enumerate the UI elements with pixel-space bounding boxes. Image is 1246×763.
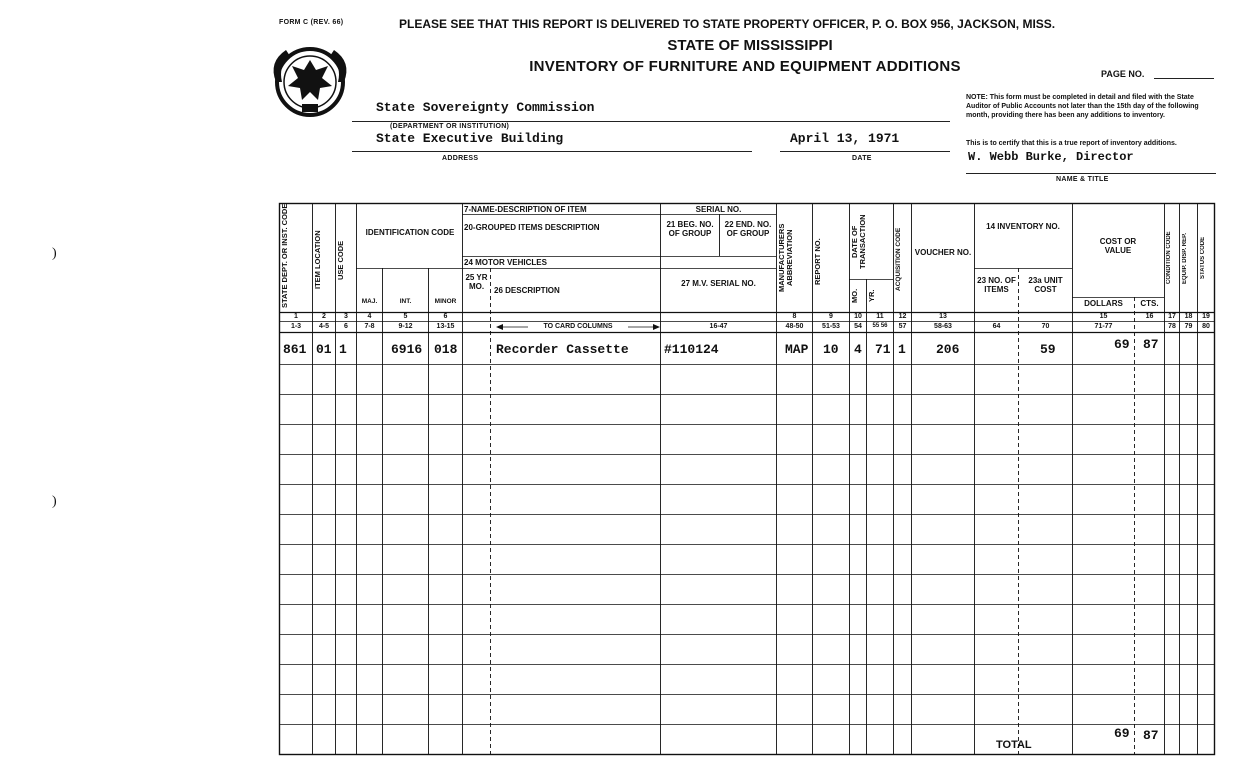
col-voucher-no: VOUCHER NO. [914,248,972,257]
card-column: 78 [1168,323,1176,330]
col-unit-cost: 23a UNIT COST [1028,276,1063,294]
form-id: FORM C (REV. 66) [279,19,344,26]
cell-minor: 018 [434,342,458,357]
cell-serial: #110124 [664,342,719,357]
col-acquisition-code: ACQUISITION CODE [895,227,902,291]
col-motor-vehicles: 24 MOTOR VEHICLES [464,258,547,267]
col-use-code: USE CODE [336,240,345,280]
card-column: 13-15 [436,323,455,330]
column-number: 5 [403,313,408,320]
col-manufacturers: MANUFACTURERS ABBREVIATION [777,223,794,293]
col-equip-disp-rep: EQUIP. DISP. REP. [1182,232,1188,284]
col-maj: MAJ. [361,298,378,305]
cell-description: Recorder Cassette [496,342,629,357]
card-column: 55 56 [872,323,888,329]
col-serial-no: SERIAL NO. [695,205,742,214]
col-status-code: STATUS CODE [1200,236,1206,280]
column-number: 6 [443,313,448,320]
col-yr-mo: 25 YR MO. [465,273,488,291]
cell-state-dept: 861 [283,342,307,357]
col-cts: CTS. [1140,299,1159,308]
column-number: 3 [344,313,348,320]
cell-yr: 71 [875,342,891,357]
card-column: 1-3 [290,323,302,330]
card-column: 54 [854,323,862,330]
date-value: April 13, 1971 [790,131,900,146]
col-cost-or-value: COST OR VALUE [1099,237,1137,255]
department-value: State Sovereignty Commission [376,100,595,115]
col-no-of-items: 23 NO. OF ITEMS [977,276,1016,294]
certify-text: This is to certify that this is a true report of inventory additions. [966,140,1177,147]
note-text: NOTE: This form must be completed in detail and filed with the State Auditor of Public Accounts not later than the 15th day of the following month, providing there has been any additions to inventory. [966,94,1199,119]
card-column: 79 [1184,323,1193,330]
card-column: 70 [1041,323,1050,330]
cell-acquisition: 1 [898,342,906,357]
cell-voucher: 206 [936,342,960,357]
cell-int: 6916 [391,342,423,357]
address-label: ADDRESS [442,155,479,162]
col-report-no: REPORT NO. [813,238,822,286]
cell-mo: 4 [854,342,862,357]
column-number: 11 [876,313,884,320]
card-column: 71-77 [1094,323,1113,330]
col-item-location: ITEM LOCATION [313,230,322,290]
card-column: 4-5 [318,323,330,330]
form-title-state: STATE OF MISSISSIPPI [667,37,833,54]
cell-use-code: 1 [339,342,347,357]
column-number: 16 [1145,313,1154,320]
col-condition-code: CONDITION CODE [1166,231,1172,285]
signer-label: NAME & TITLE [1056,176,1109,183]
column-number: 12 [898,313,907,320]
cell-dollars: 69 [1114,337,1130,352]
col-beg-no: 21 BEG. NO. OF GROUP [666,220,714,238]
card-column: 16-47 [709,323,728,330]
col-int: INT. [399,298,412,305]
instruction-text: PLEASE SEE THAT THIS REPORT IS DELIVERED TO STATE PROPERTY OFFICER, P. O. BOX 956, JACKSON, MISS. [399,17,1056,31]
column-number: 17 [1168,313,1176,320]
cell-manufacturer: MAP [785,342,809,357]
column-number: 15 [1099,313,1108,320]
column-number: 4 [367,313,372,320]
card-column: 58-63 [934,323,952,330]
col-grouped-desc: 20-GROUPED ITEMS DESCRIPTION [464,223,600,232]
cell-item-location: 01 [316,342,332,357]
col-date-of-transaction: DATE OF TRANSACTION [850,214,867,270]
column-number: 18 [1184,313,1193,320]
margin-mark: ) [52,494,57,509]
signer-value: W. Webb Burke, Director [968,150,1134,164]
card-column: 51-53 [822,323,840,330]
col-end-no: 22 END. NO. OF GROUP [724,220,772,238]
card-column: 57 [898,323,907,330]
total-cts: 87 [1143,728,1159,743]
page-no-label: PAGE NO. [1101,69,1145,79]
column-number: 10 [854,313,862,320]
card-column-label: TO CARD COLUMNS [528,323,628,330]
col-inventory-no: 14 INVENTORY NO. [986,222,1060,231]
col-description-26: 26 DESCRIPTION [494,286,560,295]
cell-unit-cost: 59 [1040,342,1056,357]
col-state-dept: STATE DEPT. OR INST. CODE [280,203,289,308]
column-number: 9 [829,313,833,320]
total-dollars: 69 [1114,726,1130,741]
column-number: 19 [1202,313,1210,320]
card-column: 48-50 [785,323,804,330]
col-mo: MO. [850,288,859,304]
col-mv-serial: 27 M.V. SERIAL NO. [681,279,756,288]
card-column: 80 [1202,323,1210,330]
column-number: 13 [939,313,947,320]
card-column: 64 [992,323,1001,330]
department-label: (DEPARTMENT OR INSTITUTION) [390,123,510,130]
column-number: 2 [322,313,326,320]
col-identification-code: IDENTIFICATION CODE [365,228,455,237]
total-label: TOTAL [996,739,1032,751]
col-name-desc: 7-NAME-DESCRIPTION OF ITEM [464,205,587,214]
cell-cts: 87 [1143,337,1159,352]
col-yr: YR. [867,289,876,303]
col-minor: MINOR [434,298,457,305]
column-number: 1 [294,313,298,320]
address-value: State Executive Building [376,131,564,146]
column-number: 8 [792,313,797,320]
cell-report-no: 10 [823,342,839,357]
form-title: INVENTORY OF FURNITURE AND EQUIPMENT ADDITIONS [529,58,961,75]
card-column: 9-12 [398,323,413,330]
card-column: 7-8 [364,323,375,330]
margin-mark: ) [52,246,57,261]
card-column: 6 [344,323,348,330]
col-dollars: DOLLARS [1084,299,1123,308]
date-label: DATE [852,155,872,162]
